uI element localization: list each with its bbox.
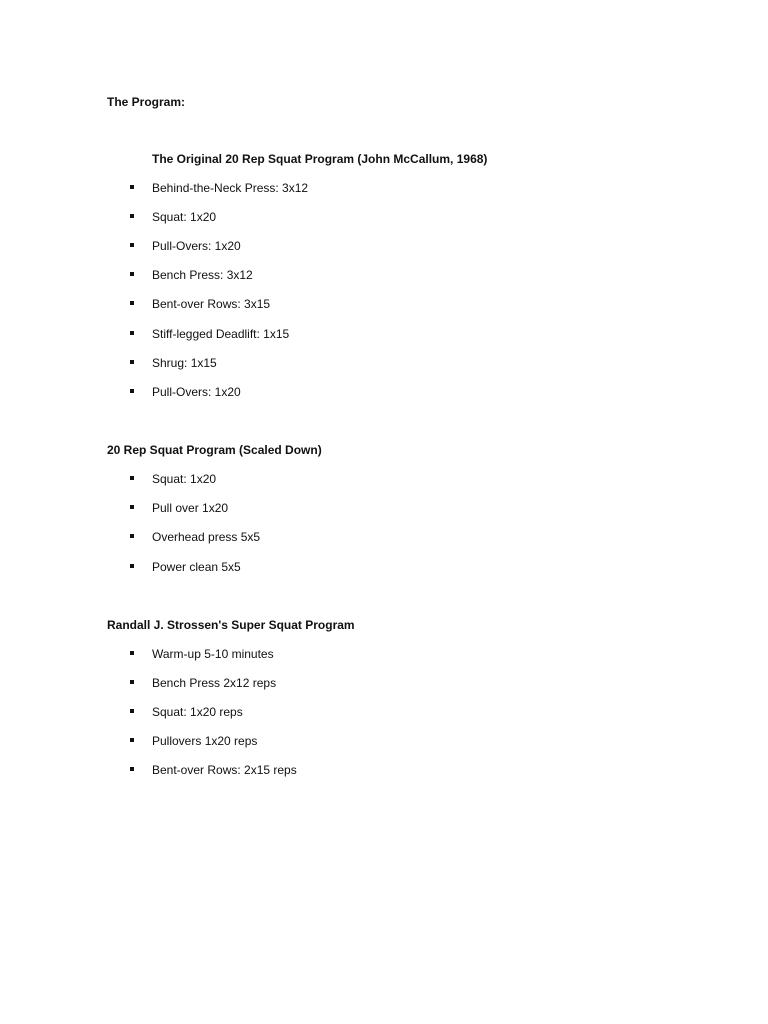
bullet-icon <box>130 651 134 655</box>
section-title-original: The Original 20 Rep Squat Program (John McCallum, 1968) <box>152 152 488 166</box>
list-item: Shrug: 1x15 <box>152 356 217 370</box>
list-item: Power clean 5x5 <box>152 560 241 574</box>
bullet-icon <box>130 214 134 218</box>
list-item: Stiff-legged Deadlift: 1x15 <box>152 327 290 341</box>
bullet-icon <box>130 243 134 247</box>
bullet-icon <box>130 738 134 742</box>
list-item: Bent-over Rows: 2x15 reps <box>152 763 297 777</box>
bullet-icon <box>130 476 134 480</box>
list-item: Bent-over Rows: 3x15 <box>152 297 271 311</box>
section-title-super-squat: Randall J. Strossen's Super Squat Program <box>107 618 355 632</box>
bullet-icon <box>130 331 134 335</box>
bullet-icon <box>130 360 134 364</box>
bullet-icon <box>130 505 134 509</box>
bullet-icon <box>130 301 134 305</box>
list-item: Squat: 1x20 reps <box>152 705 243 719</box>
list-item: Warm-up 5-10 minutes <box>152 647 274 661</box>
list-item: Squat: 1x20 <box>152 472 217 486</box>
list-item: Pull-Overs: 1x20 <box>152 239 241 253</box>
bullet-icon <box>130 767 134 771</box>
bullet-icon <box>130 564 134 568</box>
list-item: Pullovers 1x20 reps <box>152 734 258 748</box>
bullet-icon <box>130 389 134 393</box>
program-heading: The Program: <box>107 95 186 109</box>
bullet-icon <box>130 272 134 276</box>
bullet-icon <box>130 185 134 189</box>
section-title-scaled-down: 20 Rep Squat Program (Scaled Down) <box>107 443 322 457</box>
bullet-icon <box>130 680 134 684</box>
list-item: Bench Press 2x12 reps <box>152 676 277 690</box>
bullet-icon <box>130 534 134 538</box>
list-item: Overhead press 5x5 <box>152 530 261 544</box>
bullet-icon <box>130 709 134 713</box>
list-item: Pull over 1x20 <box>152 501 229 515</box>
list-item: Behind-the-Neck Press: 3x12 <box>152 181 309 195</box>
list-item: Bench Press: 3x12 <box>152 268 253 282</box>
list-item: Squat: 1x20 <box>152 210 217 224</box>
list-item: Pull-Overs: 1x20 <box>152 385 241 399</box>
